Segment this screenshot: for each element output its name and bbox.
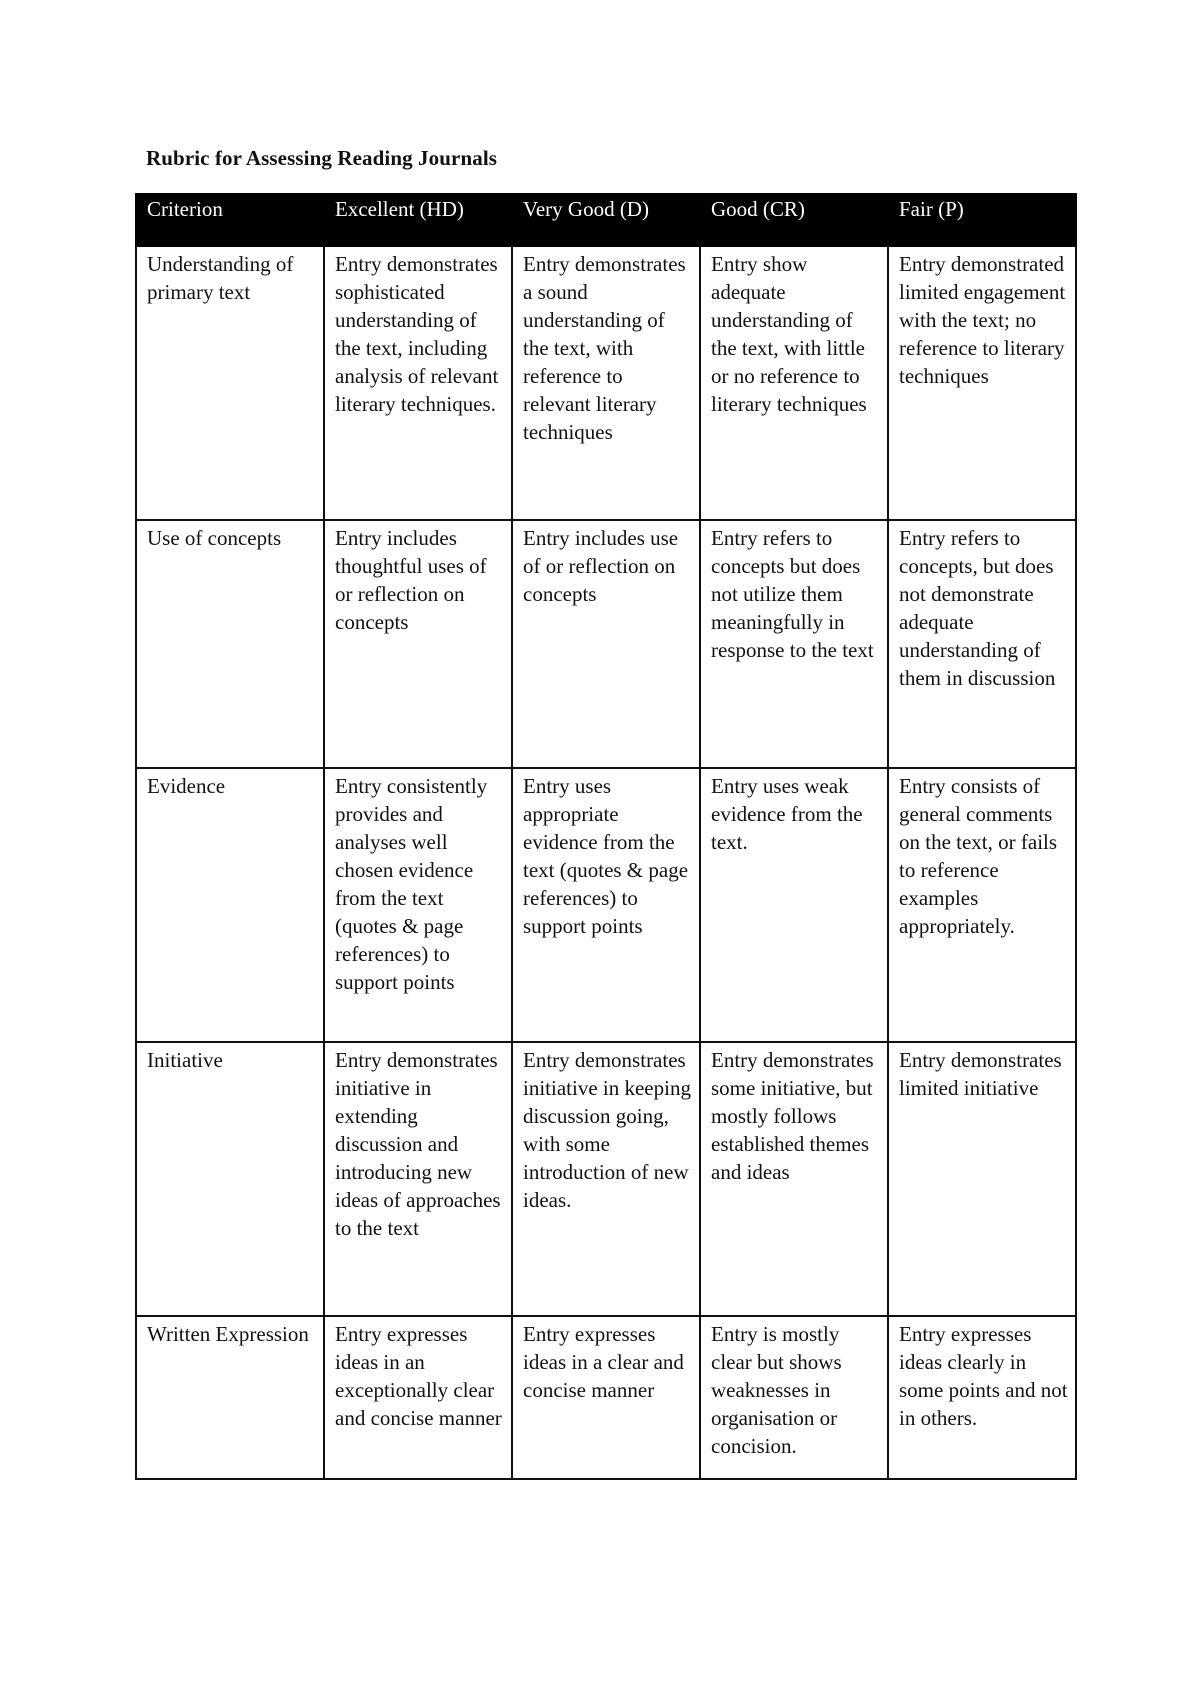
header-good: Good (CR) bbox=[700, 194, 888, 246]
excellent-cell: Entry demonstrates sophisticated understanding of the text, including analysis of relevant literary techniques. bbox=[324, 246, 512, 520]
fair-cell: Entry refers to concepts, but does not demonstrate adequate understanding of them in discussion bbox=[888, 520, 1076, 768]
table-row bbox=[136, 246, 1076, 520]
excellent-cell: Entry expresses ideas in an exceptionally clear and concise manner bbox=[324, 1316, 512, 1479]
excellent-cell: Entry includes thoughtful uses of or reflection on concepts bbox=[324, 520, 512, 768]
good-cell: Entry show adequate understanding of the text, with little or no reference to literary techniques bbox=[700, 246, 888, 520]
very-good-cell: Entry uses appropriate evidence from the text (quotes & page references) to support points bbox=[512, 768, 700, 1042]
header-excellent: Excellent (HD) bbox=[324, 194, 512, 246]
table-row bbox=[136, 768, 1076, 1042]
good-cell: Entry is mostly clear but shows weaknesses in organisation or concision. bbox=[700, 1316, 888, 1479]
fair-cell: Entry demonstrated limited engagement with the text; no reference to literary techniques bbox=[888, 246, 1076, 520]
criterion-cell: Evidence bbox=[136, 768, 324, 1042]
criterion-cell: Written Expression bbox=[136, 1316, 324, 1479]
good-cell: Entry refers to concepts but does not utilize them meaningfully in response to the text bbox=[700, 520, 888, 768]
rubric-table bbox=[135, 193, 1077, 1480]
table-header-row bbox=[136, 194, 1076, 246]
very-good-cell: Entry expresses ideas in a clear and concise manner bbox=[512, 1316, 700, 1479]
fair-cell: Entry demonstrates limited initiative bbox=[888, 1042, 1076, 1316]
good-cell: Entry demonstrates some initiative, but mostly follows established themes and ideas bbox=[700, 1042, 888, 1316]
table-row bbox=[136, 1316, 1076, 1479]
header-criterion: Criterion bbox=[136, 194, 324, 246]
criterion-cell: Use of concepts bbox=[136, 520, 324, 768]
very-good-cell: Entry demonstrates a sound understanding of the text, with reference to relevant literary techniques bbox=[512, 246, 700, 520]
header-fair: Fair (P) bbox=[888, 194, 1076, 246]
criterion-cell: Initiative bbox=[136, 1042, 324, 1316]
excellent-cell: Entry consistently provides and analyses well chosen evidence from the text (quotes & page references) to support points bbox=[324, 768, 512, 1042]
page-title: Rubric for Assessing Reading Journals bbox=[146, 146, 498, 170]
fair-cell: Entry consists of general comments on the text, or fails to reference examples appropriately. bbox=[888, 768, 1076, 1042]
good-cell: Entry uses weak evidence from the text. bbox=[700, 768, 888, 1042]
excellent-cell: Entry demonstrates initiative in extending discussion and introducing new ideas of approaches to the text bbox=[324, 1042, 512, 1316]
header-very-good: Very Good (D) bbox=[512, 194, 700, 246]
very-good-cell: Entry includes use of or reflection on concepts bbox=[512, 520, 700, 768]
fair-cell: Entry expresses ideas clearly in some points and not in others. bbox=[888, 1316, 1076, 1479]
criterion-cell: Understanding of primary text bbox=[136, 246, 324, 520]
table-row bbox=[136, 1042, 1076, 1316]
very-good-cell: Entry demonstrates initiative in keeping discussion going, with some introduction of new ideas. bbox=[512, 1042, 700, 1316]
table-row bbox=[136, 520, 1076, 768]
